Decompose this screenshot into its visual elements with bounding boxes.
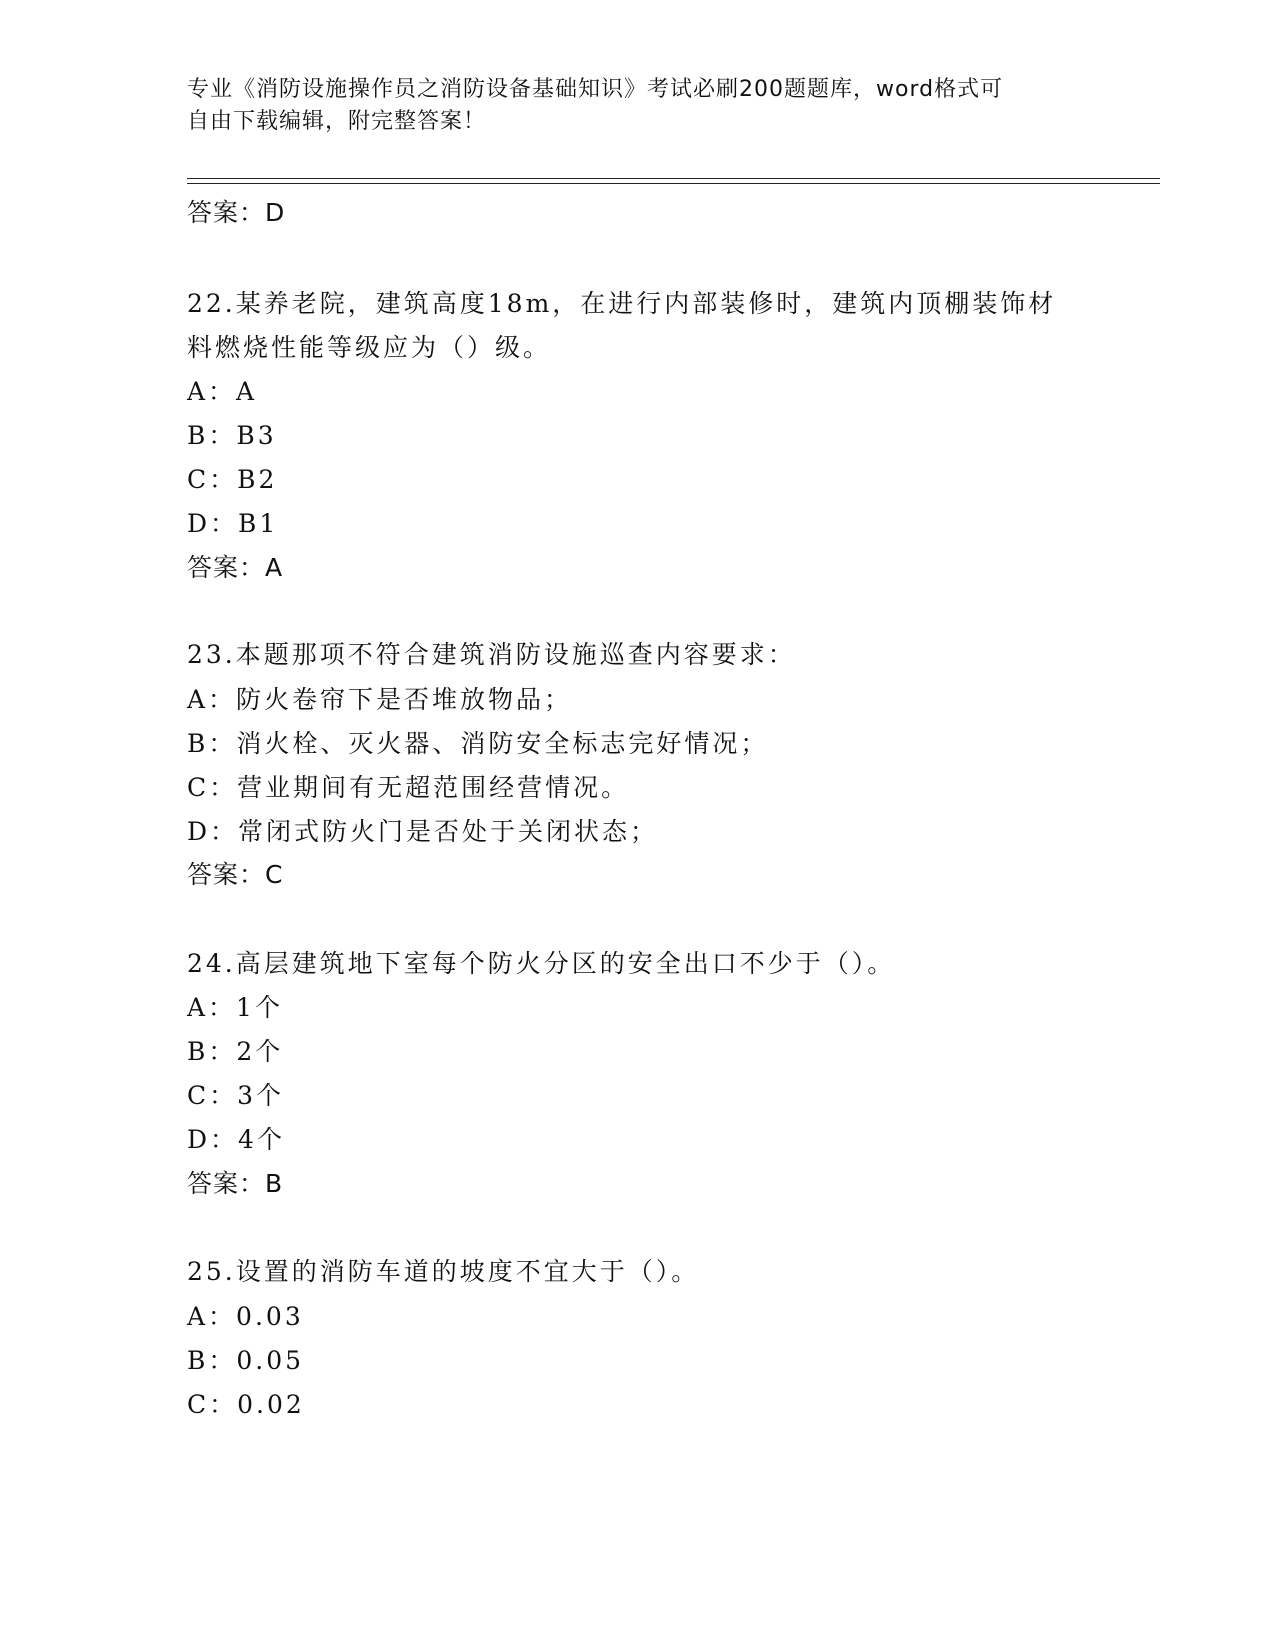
- option-b: B：B3: [187, 421, 277, 450]
- header-line-1: 专业《消防设施操作员之消防设备基础知识》考试必刷200题题库，word格式可: [187, 77, 1004, 102]
- option-c: C：B2: [187, 465, 278, 494]
- option-d: D：4个: [187, 1125, 285, 1154]
- prev-answer: 答案：D: [187, 198, 286, 227]
- document-header: [187, 74, 1067, 138]
- option-a: A：A: [187, 377, 258, 406]
- header-line-2: 自由下载编辑，附完整答案！: [187, 109, 487, 134]
- question-stem: 23.本题那项不符合建筑消防设施巡查内容要求：: [187, 640, 796, 669]
- question-stem: 25.设置的消防车道的坡度不宜大于（）。: [187, 1257, 700, 1286]
- header-rule-top: [187, 178, 1160, 179]
- option-a: A：防火卷帘下是否堆放物品；: [187, 685, 573, 714]
- question-stem-cont: 料燃烧性能等级应为（）级。: [187, 333, 552, 362]
- option-d: D：常闭式防火门是否处于关闭状态；: [187, 817, 659, 846]
- option-c: C：营业期间有无超范围经营情况。: [187, 773, 630, 802]
- option-a: A：0.03: [187, 1302, 304, 1331]
- option-b: B：0.05: [187, 1346, 305, 1375]
- option-d: D：B1: [187, 509, 279, 538]
- answer: 答案：B: [187, 1169, 284, 1198]
- option-a: A：1个: [187, 993, 283, 1022]
- question-stem: 24.高层建筑地下室每个防火分区的安全出口不少于（）。: [187, 949, 896, 978]
- answer: 答案：C: [187, 860, 284, 889]
- question-stem: 22.某养老院，建筑高度18m，在进行内部装修时，建筑内顶棚装饰材: [187, 289, 1057, 318]
- header-rule-bottom: [187, 183, 1160, 184]
- option-b: B：消火栓、灭火器、消防安全标志完好情况；: [187, 729, 769, 758]
- option-c: C：3个: [187, 1081, 285, 1110]
- answer: 答案：A: [187, 553, 284, 582]
- option-c: C：0.02: [187, 1390, 305, 1419]
- option-b: B：2个: [187, 1037, 284, 1066]
